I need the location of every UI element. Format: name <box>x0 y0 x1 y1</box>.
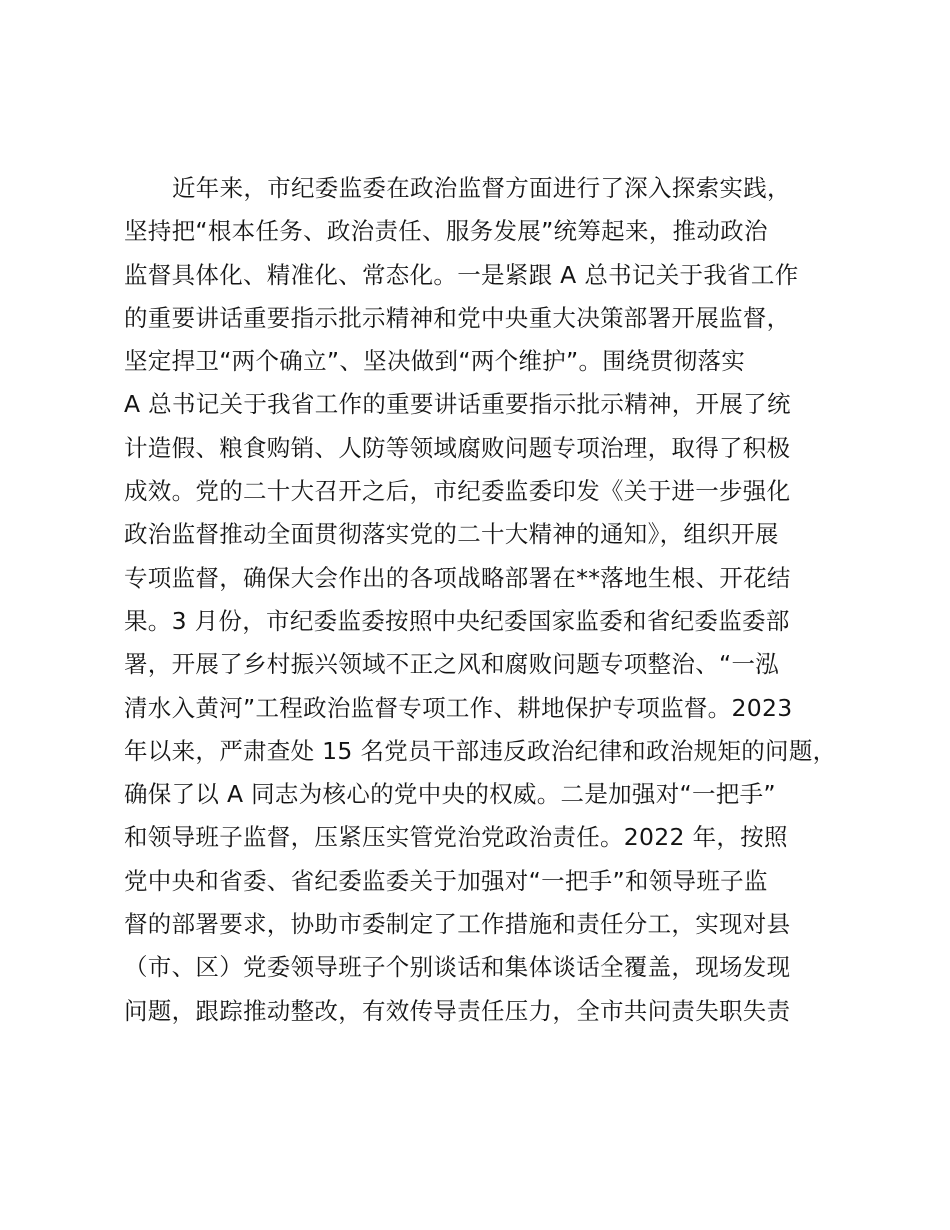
text-line: 党中央和省委、省纪委监委关于加强对“一把手”和领导班子监 <box>124 866 768 895</box>
text-line: 专项监督，确保大会作出的各项战略部署在**落地生根、开花结 <box>124 563 791 592</box>
text-line: 年以来，严肃查处 15 名党员干部违反政治纪律和政治规矩的问题， <box>124 736 837 765</box>
text-line: 问题，跟踪推动整改，有效传导责任压力，全市共问责失职失责 <box>124 996 791 1025</box>
text-line: 署，开展了乡村振兴领域不正之风和腐败问题专项整治、“一泓 <box>124 650 780 679</box>
text-line: 的重要讲话重要指示批示精神和党中央重大决策部署开展监督， <box>124 303 791 332</box>
text-line: 坚持把“根本任务、政治责任、服务发展”统筹起来，推动政治 <box>124 217 768 246</box>
body-paragraph <box>124 167 864 1033</box>
text-line: 政治监督推动全面贯彻落实党的二十大精神的通知》，组织开展 <box>124 520 779 549</box>
text-line: 成效。党的二十大召开之后，市纪委监委印发《关于进一步强化 <box>124 477 791 506</box>
text-line: A 总书记关于我省工作的重要讲话重要指示批示精神，开展了统 <box>124 390 791 419</box>
text-line: 计造假、粮食购销、人防等领域腐败问题专项治理，取得了积极 <box>124 433 791 462</box>
text-line: 果。3 月份，市纪委监委按照中央纪委国家监委和省纪委监委部 <box>124 606 790 635</box>
text-line: 清水入黄河”工程政治监督专项工作、耕地保护专项监督。2023 <box>124 693 793 722</box>
text-line: 和领导班子监督，压紧压实管党治党政治责任。2022 年，按照 <box>124 823 788 852</box>
text-line: 督的部署要求，协助市委制定了工作措施和责任分工，实现对县 <box>124 910 791 939</box>
text-line: 近年来，市纪委监委在政治监督方面进行了深入探索实践， <box>172 174 791 202</box>
text-line: 坚定捍卫“两个确立”、坚决做到“两个维护”。围绕贯彻落实 <box>124 347 746 376</box>
text-line: （市、区）党委领导班子个别谈话和集体谈话全覆盖，现场发现 <box>124 953 791 982</box>
text-line: 监督具体化、精准化、常态化。一是紧跟 A 总书记关于我省工作 <box>124 260 799 289</box>
text-line: 确保了以 A 同志为核心的党中央的权威。二是加强对“一把手” <box>124 780 776 809</box>
